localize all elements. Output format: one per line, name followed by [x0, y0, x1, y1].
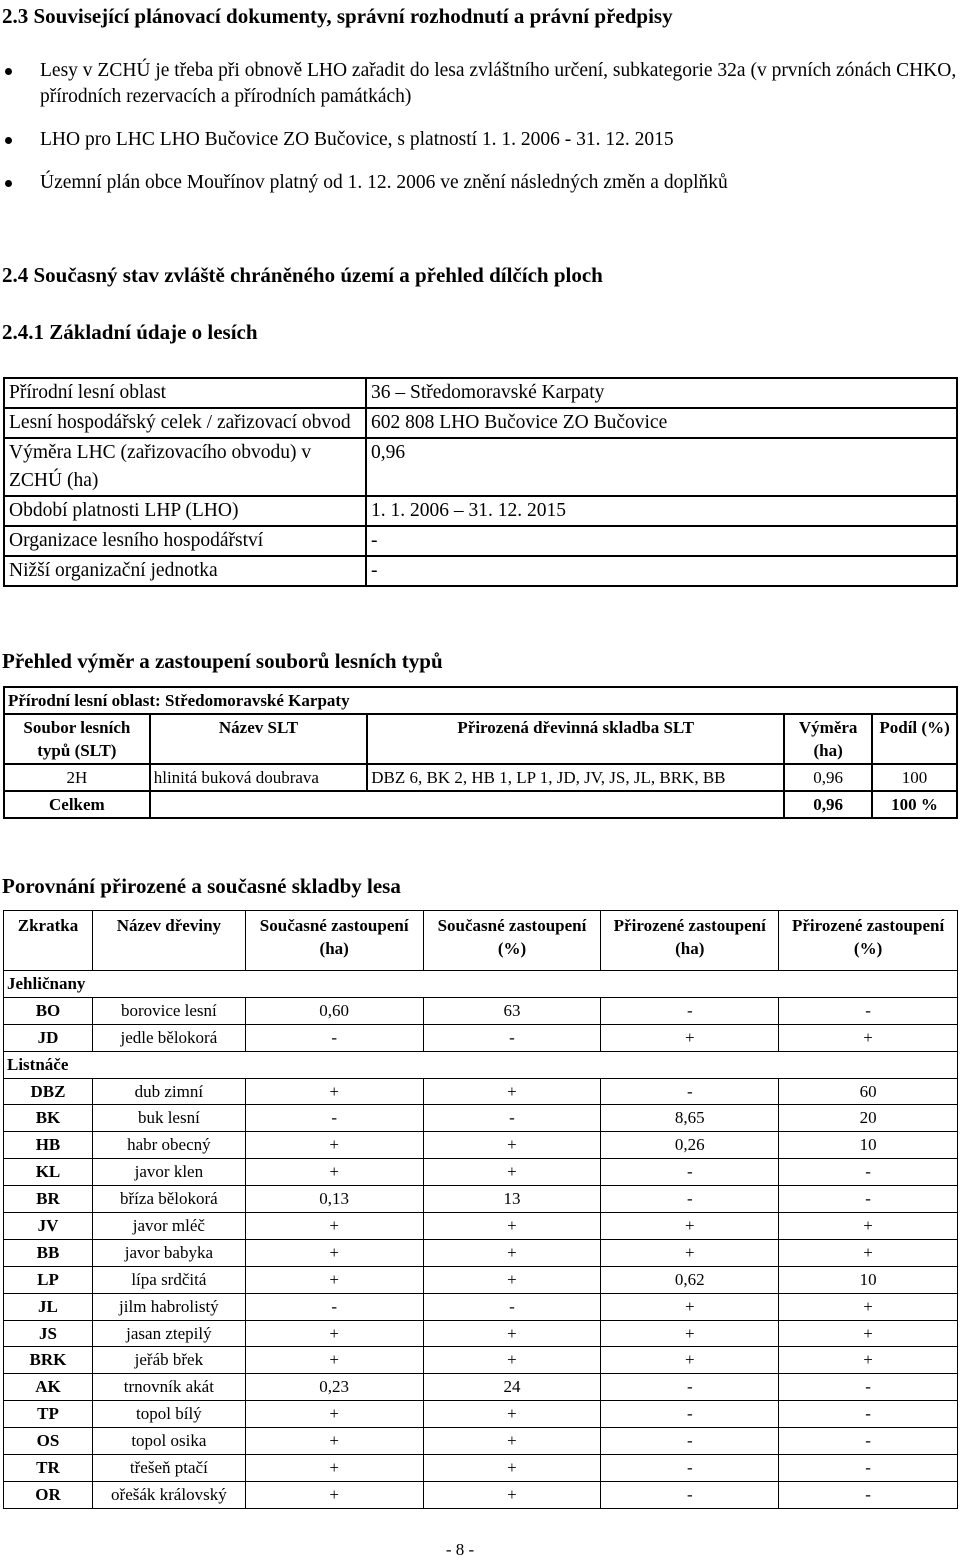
species-name: jedle bělokorá: [92, 1024, 245, 1051]
current-ha: -: [245, 1105, 423, 1132]
current-pct: +: [423, 1320, 601, 1347]
table-row: [4, 1266, 958, 1293]
species-name: buk lesní: [92, 1105, 245, 1132]
species-code: BRK: [4, 1347, 93, 1374]
current-ha: -: [245, 1024, 423, 1051]
natural-pct: +: [779, 1293, 958, 1320]
natural-pct: -: [779, 1374, 958, 1401]
current-ha: +: [245, 1428, 423, 1455]
table-row: [4, 764, 957, 791]
natural-pct: 10: [779, 1132, 958, 1159]
table-row: [4, 496, 957, 526]
natural-pct: -: [779, 1159, 958, 1186]
bullet-icon: [5, 180, 12, 187]
natural-ha: +: [601, 1320, 779, 1347]
bullet-text: Územní plán obce Mouřínov platný od 1. 12. 2006 ve znění následných změn a doplňků: [40, 172, 728, 193]
species-code: KL: [4, 1159, 93, 1186]
group-row: [4, 1051, 958, 1078]
natural-pct: +: [779, 1347, 958, 1374]
species-code: JV: [4, 1213, 93, 1240]
species-name: javor klen: [92, 1159, 245, 1186]
current-ha: 0,13: [245, 1186, 423, 1213]
total-empty: [150, 791, 784, 818]
current-ha: 0,60: [245, 997, 423, 1024]
natural-ha: 0,62: [601, 1266, 779, 1293]
current-pct: +: [423, 1159, 601, 1186]
basic-info-table: [3, 377, 958, 587]
basic-info-value: 0,96: [366, 438, 957, 496]
species-name: javor mléč: [92, 1213, 245, 1240]
table-row: [4, 1159, 958, 1186]
bullet-text: LHO pro LHC LHO Bučovice ZO Bučovice, s platností 1. 1. 2006 - 31. 12. 2015: [40, 129, 674, 150]
group-label: Jehličnany: [4, 971, 958, 998]
list-item: [0, 58, 960, 110]
column-header: Název SLT: [150, 714, 368, 764]
slt-area: 0,96: [784, 764, 872, 791]
current-pct: 13: [423, 1186, 601, 1213]
species-code: OR: [4, 1481, 93, 1508]
list-item: [0, 170, 960, 196]
column-header: Soubor lesních typů (SLT): [4, 714, 150, 764]
table-row: [4, 1428, 958, 1455]
species-name: bříza bělokorá: [92, 1186, 245, 1213]
table-row: [4, 408, 957, 438]
natural-ha: -: [601, 997, 779, 1024]
column-header: Zkratka: [4, 911, 93, 971]
table-row: [4, 1213, 958, 1240]
species-name: javor babyka: [92, 1239, 245, 1266]
basic-info-value: 36 – Středomoravské Karpaty: [366, 378, 957, 408]
table-row: [4, 1455, 958, 1482]
table-row: [4, 1078, 958, 1105]
current-ha: +: [245, 1078, 423, 1105]
current-ha: +: [245, 1132, 423, 1159]
natural-pct: -: [779, 1455, 958, 1482]
species-name: jeřáb břek: [92, 1347, 245, 1374]
current-ha: +: [245, 1239, 423, 1266]
current-pct: +: [423, 1266, 601, 1293]
natural-ha: -: [601, 1374, 779, 1401]
section-title-2-4-1: 2.4.1 Základní údaje o lesích: [2, 320, 258, 344]
bullet-icon: [5, 137, 12, 144]
current-pct: +: [423, 1213, 601, 1240]
table-row: [4, 1481, 958, 1508]
bullet-text: Lesy v ZCHÚ je třeba při obnově LHO zařadit do lesa zvláštního určení, subkategorie 32a (v prvních zónách CHKO, přírodních rezervacích a přírodních památkách): [40, 60, 957, 107]
current-pct: +: [423, 1455, 601, 1482]
table-row: [4, 687, 957, 714]
current-ha: +: [245, 1320, 423, 1347]
species-code: BR: [4, 1186, 93, 1213]
species-name: jilm habrolistý: [92, 1293, 245, 1320]
column-header: Název dřeviny: [92, 911, 245, 971]
current-pct: +: [423, 1428, 601, 1455]
table-row: [4, 1374, 958, 1401]
list-item: [0, 127, 960, 153]
species-code: HB: [4, 1132, 93, 1159]
column-header: Podíl (%): [872, 714, 957, 764]
species-name: habr obecný: [92, 1132, 245, 1159]
table-row: [4, 1320, 958, 1347]
species-code: BK: [4, 1105, 93, 1132]
current-pct: -: [423, 1293, 601, 1320]
table-row: [4, 1239, 958, 1266]
species-name: dub zimní: [92, 1078, 245, 1105]
current-ha: +: [245, 1266, 423, 1293]
current-pct: +: [423, 1132, 601, 1159]
current-ha: +: [245, 1401, 423, 1428]
total-share: 100 %: [872, 791, 957, 818]
natural-pct: 20: [779, 1105, 958, 1132]
species-name: ořešák královský: [92, 1481, 245, 1508]
section-title-2-4: 2.4 Současný stav zvláště chráněného území a přehled dílčích ploch: [2, 263, 603, 287]
species-name: topol osika: [92, 1428, 245, 1455]
natural-ha: -: [601, 1078, 779, 1105]
natural-ha: -: [601, 1481, 779, 1508]
column-header: Přirozená dřevinná skladba SLT: [367, 714, 784, 764]
species-code: LP: [4, 1266, 93, 1293]
column-header: Výměra (ha): [784, 714, 872, 764]
table-row: [4, 438, 957, 496]
slt-name: hlinitá buková doubrava: [150, 764, 368, 791]
column-header: Současné zastoupení (%): [423, 911, 601, 971]
bullet-list: [0, 58, 960, 213]
species-code: TP: [4, 1401, 93, 1428]
species-code: TR: [4, 1455, 93, 1482]
table-row: [4, 526, 957, 556]
current-ha: -: [245, 1293, 423, 1320]
table-row: [4, 1347, 958, 1374]
table-row: [4, 1105, 958, 1132]
slt-composition: DBZ 6, BK 2, HB 1, LP 1, JD, JV, JS, JL, BRK, BB: [367, 764, 784, 791]
natural-pct: 60: [779, 1078, 958, 1105]
species-name: lípa srdčitá: [92, 1266, 245, 1293]
current-ha: 0,23: [245, 1374, 423, 1401]
basic-info-label: Nižší organizační jednotka: [4, 556, 366, 586]
slt-code: 2H: [4, 764, 150, 791]
table-row: [4, 1132, 958, 1159]
basic-info-label: Období platnosti LHP (LHO): [4, 496, 366, 526]
table-row: [4, 1186, 958, 1213]
natural-pct: -: [779, 997, 958, 1024]
table-row: [4, 997, 958, 1024]
species-code: JS: [4, 1320, 93, 1347]
natural-ha: -: [601, 1455, 779, 1482]
column-header: Přirozené zastoupení (%): [779, 911, 958, 971]
table-header-row: [4, 911, 958, 971]
natural-ha: +: [601, 1024, 779, 1051]
current-pct: +: [423, 1078, 601, 1105]
natural-pct: 10: [779, 1266, 958, 1293]
species-code: BB: [4, 1239, 93, 1266]
current-ha: +: [245, 1159, 423, 1186]
basic-info-label: Výměra LHC (zařizovacího obvodu) v ZCHÚ (ha): [4, 438, 366, 496]
group-label: Listnáče: [4, 1051, 958, 1078]
current-pct: -: [423, 1024, 601, 1051]
natural-ha: 8,65: [601, 1105, 779, 1132]
natural-pct: -: [779, 1481, 958, 1508]
total-label: Celkem: [4, 791, 150, 818]
current-pct: +: [423, 1239, 601, 1266]
basic-info-label: Organizace lesního hospodářství: [4, 526, 366, 556]
species-code: JD: [4, 1024, 93, 1051]
species-name: trnovník akát: [92, 1374, 245, 1401]
natural-ha: 0,26: [601, 1132, 779, 1159]
region-row: Přírodní lesní oblast: Středomoravské Karpaty: [4, 687, 957, 714]
page-number: - 8 -: [445, 1540, 475, 1559]
natural-ha: -: [601, 1186, 779, 1213]
overview-title: Přehled výměr a zastoupení souborů lesních typů: [2, 649, 443, 673]
current-ha: +: [245, 1347, 423, 1374]
natural-ha: -: [601, 1159, 779, 1186]
basic-info-value: 602 808 LHO Bučovice ZO Bučovice: [366, 408, 957, 438]
species-name: borovice lesní: [92, 997, 245, 1024]
section-title-2-3: 2.3 Související plánovací dokumenty, správní rozhodnutí a právní předpisy: [2, 4, 673, 28]
overview-table: [3, 686, 958, 819]
current-pct: +: [423, 1401, 601, 1428]
total-area: 0,96: [784, 791, 872, 818]
natural-ha: +: [601, 1347, 779, 1374]
natural-pct: +: [779, 1024, 958, 1051]
table-row: [4, 1401, 958, 1428]
slt-share: 100: [872, 764, 957, 791]
natural-ha: -: [601, 1428, 779, 1455]
species-name: topol bílý: [92, 1401, 245, 1428]
species-code: DBZ: [4, 1078, 93, 1105]
current-ha: +: [245, 1455, 423, 1482]
current-pct: +: [423, 1347, 601, 1374]
natural-pct: -: [779, 1428, 958, 1455]
basic-info-value: -: [366, 556, 957, 586]
natural-ha: -: [601, 1401, 779, 1428]
current-pct: 24: [423, 1374, 601, 1401]
species-name: jasan ztepilý: [92, 1320, 245, 1347]
table-row: [4, 378, 957, 408]
total-row: [4, 791, 957, 818]
species-code: JL: [4, 1293, 93, 1320]
table-row: [4, 556, 957, 586]
species-code: AK: [4, 1374, 93, 1401]
table-header-row: [4, 714, 957, 764]
comparison-title: Porovnání přirozené a současné skladby lesa: [2, 874, 401, 898]
current-pct: +: [423, 1481, 601, 1508]
current-pct: -: [423, 1105, 601, 1132]
species-code: OS: [4, 1428, 93, 1455]
basic-info-label: Přírodní lesní oblast: [4, 378, 366, 408]
natural-ha: +: [601, 1213, 779, 1240]
natural-pct: +: [779, 1320, 958, 1347]
natural-pct: -: [779, 1401, 958, 1428]
natural-pct: -: [779, 1186, 958, 1213]
column-header: Přirozené zastoupení (ha): [601, 911, 779, 971]
column-header: Současné zastoupení (ha): [245, 911, 423, 971]
natural-ha: +: [601, 1239, 779, 1266]
basic-info-label: Lesní hospodářský celek / zařizovací obvod: [4, 408, 366, 438]
natural-pct: +: [779, 1213, 958, 1240]
basic-info-value: -: [366, 526, 957, 556]
table-row: [4, 1024, 958, 1051]
species-code: BO: [4, 997, 93, 1024]
basic-info-value: 1. 1. 2006 – 31. 12. 2015: [366, 496, 957, 526]
current-pct: 63: [423, 997, 601, 1024]
species-name: třešeň ptačí: [92, 1455, 245, 1482]
current-ha: +: [245, 1481, 423, 1508]
current-ha: +: [245, 1213, 423, 1240]
comparison-table: [3, 910, 958, 1509]
table-row: [4, 1293, 958, 1320]
group-row: [4, 971, 958, 998]
bullet-icon: [5, 68, 12, 75]
natural-ha: +: [601, 1293, 779, 1320]
natural-pct: +: [779, 1239, 958, 1266]
